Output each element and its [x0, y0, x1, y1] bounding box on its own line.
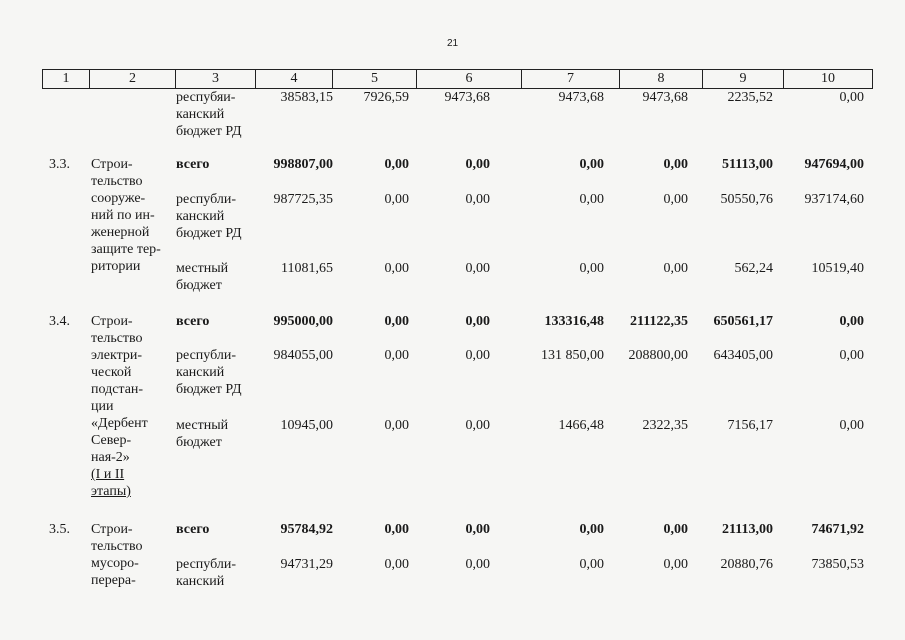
cell-value: 0,00: [384, 348, 409, 363]
source-label: бюджет: [176, 278, 222, 293]
cell-value: 0,00: [465, 348, 490, 363]
source-label: бюджет РД: [176, 124, 242, 139]
source-label: всего: [176, 314, 210, 329]
section-name-line: перера-: [91, 573, 136, 588]
cell-value: 984055,00: [273, 348, 333, 363]
cell-value: 0,00: [579, 522, 604, 537]
section-name-line: этапы): [91, 484, 131, 499]
source-label: местный: [176, 418, 229, 433]
cell-value: 0,00: [579, 192, 604, 207]
cell-value: 0,00: [839, 90, 864, 105]
section-name-line: тельство: [91, 539, 143, 554]
source-label: респубяи-: [176, 90, 236, 105]
cell-value: 21113,00: [722, 522, 773, 537]
cell-value: 7156,17: [727, 418, 773, 433]
section-name-line: защите тер-: [91, 242, 161, 257]
header-col-7: 7: [521, 70, 619, 88]
section-name-line: ческой: [91, 365, 132, 380]
cell-value: 131 850,00: [541, 348, 604, 363]
section-name-line: подстан-: [91, 382, 144, 397]
section-name-line: женерной: [91, 225, 150, 240]
section-name-line: Строи-: [91, 157, 133, 172]
source-label: республи-: [176, 192, 236, 207]
section-name-line: (I и II: [91, 467, 125, 482]
cell-value: 9473,68: [642, 90, 688, 105]
cell-value: 74671,92: [811, 522, 864, 537]
header-col-2: 2: [89, 70, 175, 88]
section-name-line: сооруже-: [91, 191, 146, 206]
section-name-line: тельство: [91, 174, 143, 189]
cell-value: 995000,00: [273, 314, 333, 329]
section-number: 3.5.: [49, 522, 70, 537]
header-col-1: 1: [42, 70, 89, 88]
source-label: канский: [176, 574, 225, 589]
header-col-5: 5: [332, 70, 416, 88]
cell-value: 0,00: [465, 522, 490, 537]
cell-value: 0,00: [663, 557, 688, 572]
header-col-8: 8: [619, 70, 702, 88]
header-col-4: 4: [255, 70, 332, 88]
source-label: республи-: [176, 348, 236, 363]
cell-value: 7926,59: [363, 90, 409, 105]
cell-value: 9473,68: [444, 90, 490, 105]
cell-value: 0,00: [465, 418, 490, 433]
cell-value: 50550,76: [720, 192, 773, 207]
section-name-line: тельство: [91, 331, 143, 346]
section-name-line: Строи-: [91, 314, 133, 329]
cell-value: 0,00: [384, 192, 409, 207]
cell-value: 0,00: [839, 314, 864, 329]
source-label: всего: [176, 522, 210, 537]
cell-value: 51113,00: [722, 157, 773, 172]
source-label: всего: [176, 157, 210, 172]
cell-value: 133316,48: [544, 314, 604, 329]
section-name-line: ний по ин-: [91, 208, 155, 223]
source-label: республи-: [176, 557, 236, 572]
section-name-line: ная-2»: [91, 450, 130, 465]
cell-value: 0,00: [663, 157, 688, 172]
cell-value: 73850,53: [811, 557, 864, 572]
source-label: канский: [176, 107, 225, 122]
section-number: 3.3.: [49, 157, 70, 172]
cell-value: 0,00: [579, 157, 604, 172]
cell-value: 947694,00: [804, 157, 864, 172]
cell-value: 0,00: [384, 557, 409, 572]
cell-value: 9473,68: [558, 90, 604, 105]
cell-value: 937174,60: [804, 192, 864, 207]
section-name-line: ритории: [91, 259, 141, 274]
header-col-6: 6: [416, 70, 521, 88]
cell-value: 0,00: [384, 418, 409, 433]
cell-value: 0,00: [579, 557, 604, 572]
cell-value: 562,24: [734, 261, 773, 276]
source-label: бюджет РД: [176, 226, 242, 241]
cell-value: 2322,35: [642, 418, 688, 433]
cell-value: 2235,52: [727, 90, 773, 105]
cell-value: 95784,92: [280, 522, 333, 537]
cell-value: 1466,48: [558, 418, 604, 433]
cell-value: 0,00: [839, 348, 864, 363]
cell-value: 0,00: [663, 261, 688, 276]
cell-value: 0,00: [465, 192, 490, 207]
section-name-line: мусоро-: [91, 556, 139, 571]
cell-value: 11081,65: [281, 261, 333, 276]
cell-value: 643405,00: [713, 348, 773, 363]
section-name-line: «Дербент: [91, 416, 148, 431]
section-number: 3.4.: [49, 314, 70, 329]
cell-value: 0,00: [384, 157, 409, 172]
cell-value: 0,00: [465, 157, 490, 172]
cell-value: 10519,40: [811, 261, 864, 276]
header-col-3: 3: [175, 70, 255, 88]
header-col-10: 10: [783, 70, 873, 88]
section-name-line: ции: [91, 399, 114, 414]
source-label: бюджет: [176, 435, 222, 450]
cell-value: 0,00: [663, 522, 688, 537]
cell-value: 0,00: [465, 557, 490, 572]
cell-value: 0,00: [384, 522, 409, 537]
cell-value: 998807,00: [273, 157, 333, 172]
cell-value: 38583,15: [280, 90, 333, 105]
source-label: канский: [176, 209, 225, 224]
page-number: 21: [446, 38, 459, 49]
cell-value: 0,00: [839, 418, 864, 433]
source-label: местный: [176, 261, 229, 276]
section-name-line: электри-: [91, 348, 143, 363]
section-name-line: Север-: [91, 433, 132, 448]
cell-value: 0,00: [579, 261, 604, 276]
cell-value: 208800,00: [628, 348, 688, 363]
cell-value: 10945,00: [280, 418, 333, 433]
section-name-line: Строи-: [91, 522, 133, 537]
cell-value: 0,00: [465, 261, 490, 276]
cell-value: 211122,35: [630, 314, 688, 329]
source-label: канский: [176, 365, 225, 380]
cell-value: 20880,76: [720, 557, 773, 572]
cell-value: 0,00: [384, 314, 409, 329]
cell-value: 650561,17: [713, 314, 773, 329]
source-label: бюджет РД: [176, 382, 242, 397]
cell-value: 0,00: [465, 314, 490, 329]
header-col-9: 9: [702, 70, 783, 88]
cell-value: 94731,29: [280, 557, 333, 572]
cell-value: 0,00: [663, 192, 688, 207]
cell-value: 987725,35: [273, 192, 333, 207]
cell-value: 0,00: [384, 261, 409, 276]
